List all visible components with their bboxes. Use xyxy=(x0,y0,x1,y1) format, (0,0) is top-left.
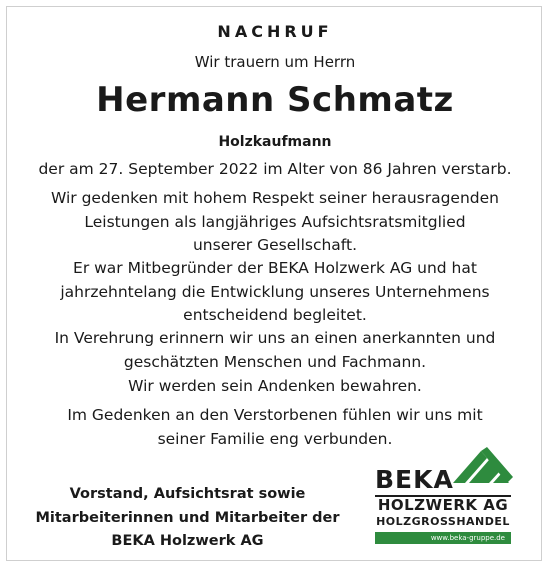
signature-line: Mitarbeiterinnen und Mitarbeiter der xyxy=(35,509,340,526)
paragraph-respect xyxy=(0,187,550,258)
paragraph-line: Wir gedenken mit hohem Respekt seiner herausragenden xyxy=(51,189,499,207)
logo-url: www.beka-gruppe.de xyxy=(375,532,511,544)
death-line: der am 27. September 2022 im Alter von 86 Jahren verstarb. xyxy=(38,160,512,178)
paragraph-line: seiner Familie eng verbunden. xyxy=(157,429,393,448)
logo-line-holzwerk: HOLZWERK AG xyxy=(377,496,509,514)
paragraph-line: In Verehrung erinnern wir uns an einen anerkannten und xyxy=(54,329,496,347)
signature-line: BEKA Holzwerk AG xyxy=(111,533,264,549)
paragraph-line: unserer Gesellschaft. xyxy=(192,236,357,254)
paragraph-line: Er war Mitbegründer der BEKA Holzwerk AG und hat xyxy=(73,259,477,277)
paragraph-line: Leistungen als langjähriges Aufsichtsratsmitglied xyxy=(84,212,466,231)
paragraph-line: jahrzehntelang die Entwicklung unseres Unternehmens xyxy=(60,282,490,301)
paragraph-line: entscheidend begleitet. xyxy=(183,306,367,324)
notice-heading: NACHRUF xyxy=(217,22,333,41)
roof-logo-icon xyxy=(453,447,513,483)
paragraph-line: Wir werden sein Andenken bewahren. xyxy=(128,377,422,395)
logo-line-grosshandel: HOLZGROSSHANDEL xyxy=(376,515,510,528)
signature-line: Vorstand, Aufsichtsrat sowie xyxy=(69,486,306,502)
profession: Holzkaufmann xyxy=(218,134,332,150)
paragraph-family xyxy=(0,404,550,451)
intro-line: Wir trauern um Herrn xyxy=(194,53,356,71)
deceased-name: Hermann Schmatz xyxy=(96,80,454,120)
logo-brand: BEKA xyxy=(375,465,454,494)
paragraph-line: geschätzten Menschen und Fachmann. xyxy=(123,352,427,371)
signature-block xyxy=(30,483,345,554)
paragraph-founder xyxy=(0,257,550,328)
paragraph-memory xyxy=(0,375,550,399)
paragraph-honor xyxy=(0,327,550,374)
paragraph-line: Im Gedenken an den Verstorbenen fühlen wir uns mit xyxy=(67,406,483,424)
company-logo xyxy=(373,447,513,547)
